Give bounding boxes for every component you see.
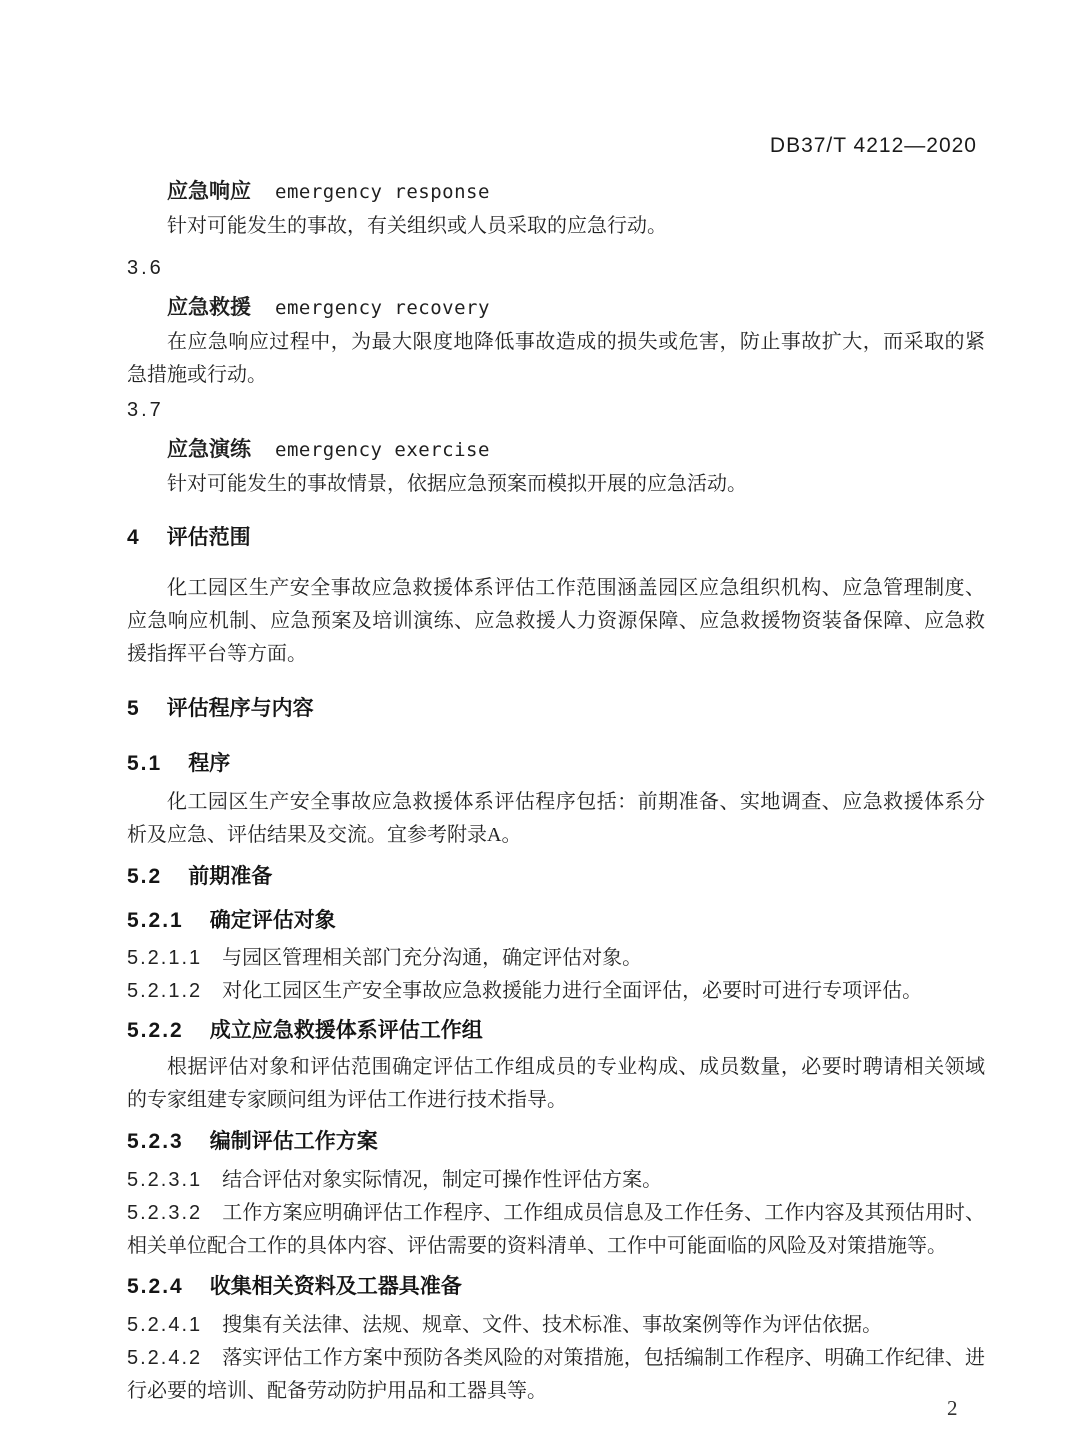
term-entry (127, 291, 985, 326)
clause-5-2-3-2 (127, 1197, 985, 1263)
clause-5-2-1-2 (127, 975, 985, 1008)
term-en: emergency exercise (275, 439, 490, 461)
clause-number: 5.2.3.2 (127, 1202, 203, 1224)
clause-number: 5.2.4.2 (127, 1347, 203, 1369)
term-en: emergency recovery (275, 297, 490, 319)
section-number: 5.2.4 (127, 1275, 184, 1298)
section-heading-4 (127, 521, 985, 554)
section-number: 5 (127, 697, 141, 720)
section-title: 评估范围 (166, 526, 251, 549)
clause-number: 5.2.3.1 (127, 1169, 203, 1191)
term-number: 3.6 (127, 257, 164, 279)
clause-text: 工作方案应明确评估工作程序、工作组成员信息及工作任务、工作内容及其预估用时、相关单位配合工作的具体内容、评估需要的资料清单、工作中可能面临的风险及对策措施等。 (127, 1202, 985, 1257)
section-number: 5.2.3 (127, 1130, 184, 1153)
section-paragraph: 根据评估对象和评估范围确定评估工作组成员的专业构成、成员数量，必要时聘请相关领域的专家组建专家顾问组为评估工作进行技术指导。 (127, 1056, 985, 1111)
clause-number: 5.2.1.2 (127, 980, 203, 1002)
section-title: 收集相关资料及工器具准备 (209, 1275, 462, 1298)
clause-5-2-4-2 (127, 1342, 985, 1408)
clause-text: 搜集有关法律、法规、规章、文件、技术标准、事故案例等作为评估依据。 (222, 1314, 883, 1336)
clause-5-2-4-1 (127, 1309, 985, 1342)
clause-5-2-1-1 (127, 942, 985, 975)
section-title: 编制评估工作方案 (209, 1130, 378, 1153)
clause-number: 5.2.1.1 (127, 947, 203, 969)
term-definition: 针对可能发生的事故，有关组织或人员采取的应急行动。 (167, 215, 667, 237)
section-title: 程序 (188, 752, 231, 775)
term-definition: 在应急响应过程中，为最大限度地降低事故造成的损失或危害，防止事故扩大，而采取的紧急措施或行动。 (127, 331, 985, 386)
term-zh: 应急演练 (167, 438, 251, 461)
section-heading-5-2-4 (127, 1270, 985, 1303)
section-title: 确定评估对象 (209, 909, 336, 932)
page-number: 2 (947, 1396, 958, 1420)
term-en: emergency response (275, 181, 490, 203)
section-heading-5-1 (127, 747, 985, 780)
clause-text: 落实评估工作方案中预防各类风险的对策措施，包括编制工作程序、明确工作纪律、进行必要的培训、配备劳动防护用品和工器具等。 (127, 1347, 985, 1402)
section-number: 5.2.2 (127, 1019, 184, 1042)
term-definition: 针对可能发生的事故情景，依据应急预案而模拟开展的应急活动。 (167, 473, 747, 495)
section-title: 前期准备 (188, 865, 273, 888)
section-heading-5 (127, 692, 985, 725)
term-entry (127, 433, 985, 468)
clause-number: 5.2.4.1 (127, 1314, 203, 1336)
clause-5-2-3-1 (127, 1164, 985, 1197)
term-entry (127, 175, 985, 210)
clause-text: 与园区管理相关部门充分沟通，确定评估对象。 (222, 947, 643, 969)
clause-text: 结合评估对象实际情况，制定可操作性评估方案。 (222, 1169, 663, 1191)
term-number: 3.7 (127, 399, 164, 421)
section-number: 5.2.1 (127, 909, 184, 932)
clause-text: 对化工园区生产安全事故应急救援能力进行全面评估，必要时可进行专项评估。 (222, 980, 923, 1002)
section-heading-5-2-3 (127, 1125, 985, 1158)
section-number: 5.2 (127, 865, 163, 888)
doc-number: DB37/T 4212—2020 (769, 134, 977, 157)
section-paragraph: 化工园区生产安全事故应急救援体系评估工作范围涵盖园区应急组织机构、应急管理制度、应急响应机制、应急预案及培训演练、应急救援人力资源保障、应急救援物资装备保障、应急救援指挥平台等方面。 (127, 577, 985, 665)
section-heading-5-2-2 (127, 1014, 985, 1047)
section-heading-5-2 (127, 860, 985, 893)
section-paragraph: 化工园区生产安全事故应急救援体系评估程序包括：前期准备、实地调查、应急救援体系分析及应急、评估结果及交流。宜参考附录A。 (127, 791, 985, 846)
section-title: 评估程序与内容 (166, 697, 314, 720)
term-zh: 应急响应 (167, 180, 251, 203)
section-number: 4 (127, 526, 141, 549)
section-title: 成立应急救援体系评估工作组 (209, 1019, 483, 1042)
term-zh: 应急救援 (167, 296, 251, 319)
section-number: 5.1 (127, 752, 163, 775)
section-heading-5-2-1 (127, 904, 985, 937)
